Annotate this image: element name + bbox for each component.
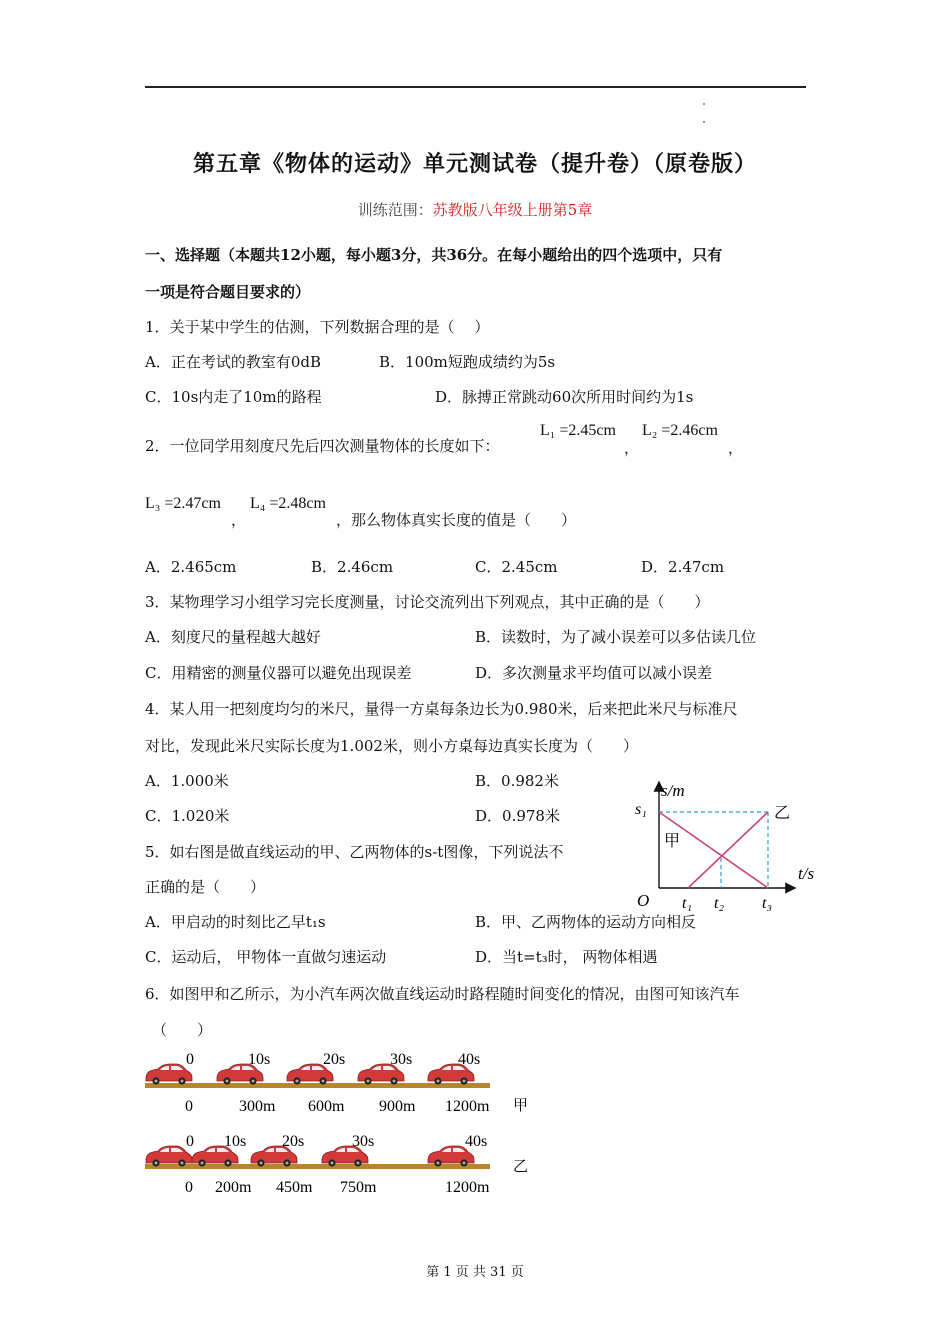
q3-option-c: C．用精密的测量仪器可以避免出现误差	[145, 664, 412, 682]
row1-time: 30s	[390, 1051, 413, 1068]
q1-option-b: B．100m短跑成绩约为5s	[379, 353, 556, 371]
label-jia: 甲	[664, 833, 681, 850]
q5-option-c: C．运动后， 甲物体一直做匀速运动	[145, 948, 387, 966]
q4-stem-line2: 对比，发现此米尺实际长度为1.002米，则小方桌每边真实长度为（ ）	[145, 737, 638, 755]
row1-distance: 0	[185, 1098, 193, 1115]
row2-distance: 200m	[215, 1179, 252, 1196]
header-rule	[145, 86, 806, 88]
row1-distance: 300m	[239, 1098, 276, 1115]
training-range	[0, 199, 950, 220]
row2-label: 乙	[513, 1159, 529, 1175]
row2-time: 40s	[465, 1133, 488, 1150]
q1-option-d: D．脉搏正常跳动60次所用时间约为1s	[435, 388, 694, 406]
q6-stem-line1: 6．如图甲和乙所示，为小汽车两次做直线运动时路程随时间变化的情况，由图可知该汽车	[145, 985, 740, 1003]
q2-option-c: C．2.45cm	[475, 558, 558, 576]
line-yi	[688, 812, 768, 888]
y-axis-label: s/m	[661, 781, 685, 800]
q5-stem-line2: 正确的是（ ）	[145, 878, 266, 896]
q5-option-a: A．甲启动的时刻比乙早t₁s	[145, 913, 326, 931]
q3-option-b: B．读数时，为了减小误差可以多估读几位	[475, 628, 757, 646]
row1-distance: 600m	[308, 1098, 345, 1115]
q3-option-d: D．多次测量求平均值可以减小误差	[475, 664, 713, 682]
q2-stem: 2．一位同学用刻度尺先后四次测量物体的长度如下：	[145, 437, 500, 455]
q1-option-c: C．10s内走了10m的路程	[145, 388, 322, 406]
q2-formula-l2: L₂ =2.46cm	[642, 422, 718, 439]
decorative-dot	[703, 103, 705, 105]
decorative-dot	[703, 121, 705, 123]
t2-label: t₂	[714, 895, 725, 912]
x-axis-label: t/s	[798, 864, 815, 883]
q5-stem-line1: 5．如右图是做直线运动的甲、乙两物体的s-t图像，下列说法不	[145, 843, 564, 861]
q1-option-a: A．正在考试的教室有0dB	[145, 353, 322, 371]
row1-time: 10s	[248, 1051, 271, 1068]
q2-comma: ，	[728, 439, 744, 457]
section-heading-line1: 一、选择题（本题共12小题，每小题3分，共36分。在每小题给出的四个选项中，只有	[145, 246, 723, 264]
row1-time: 20s	[323, 1051, 346, 1068]
car-motion-figure	[140, 1044, 540, 1204]
origin-label: O	[637, 891, 650, 910]
row2-time: 10s	[224, 1133, 247, 1150]
t3-label: t₃	[762, 895, 773, 912]
range-value: 苏教版八年级上册第5章	[432, 201, 593, 219]
t1-label: t₁	[682, 895, 693, 912]
q3-option-a: A．刻度尺的量程越大越好	[145, 628, 321, 646]
q2-option-d: D．2.47cm	[641, 558, 725, 576]
row1-distance: 1200m	[445, 1098, 490, 1115]
section-heading-line2: 一项是符合题目要求的）	[145, 283, 311, 301]
page-title: 第五章《物体的运动》单元测试卷（提升卷）（原卷版）	[192, 151, 757, 177]
q2-stem-tail: ，那么物体真实长度的值是（ ）	[336, 511, 577, 529]
page-footer: 第 1 页 共 31 页	[426, 1265, 524, 1280]
label-yi: 乙	[774, 805, 791, 822]
row2-distance: 0	[185, 1179, 193, 1196]
q2-formula-l4: L₄ =2.48cm	[250, 495, 326, 512]
q6-stem-line2: （ ）	[152, 1021, 213, 1039]
line-jia	[659, 812, 768, 888]
st-graph	[630, 776, 826, 918]
q4-option-d: D．0.978米	[475, 807, 560, 825]
row2-distance: 750m	[340, 1179, 377, 1196]
q4-option-b: B．0.982米	[475, 772, 559, 790]
q5-option-b: B．甲、乙两物体的运动方向相反	[475, 913, 697, 931]
q2-option-b: B．2.46cm	[311, 558, 394, 576]
q2-option-a: A．2.465cm	[145, 558, 237, 576]
row1-time: 0	[186, 1051, 194, 1068]
range-label: 训练范围：	[357, 201, 433, 219]
row2-time: 20s	[282, 1133, 305, 1150]
q1-stem: 1．关于某中学生的估测，下列数据合理的是（ ）	[145, 318, 490, 336]
q2-formula-l3: L₃ =2.47cm	[145, 495, 221, 512]
q4-option-a: A．1.000米	[145, 772, 229, 790]
row1-distance: 900m	[379, 1098, 416, 1115]
row1-time: 40s	[458, 1051, 481, 1068]
q5-option-d: D．当t=t₃时， 两物体相遇	[475, 948, 658, 966]
q2-comma: ，	[231, 511, 247, 529]
q2-formula-l1: L₁ =2.45cm	[540, 422, 616, 439]
row2-distance: 1200m	[445, 1179, 490, 1196]
q4-option-c: C．1.020米	[145, 807, 230, 825]
q3-stem: 3．某物理学习小组学习完长度测量，讨论交流列出下列观点，其中正确的是（ ）	[145, 593, 710, 611]
s1-label: s₁	[635, 801, 647, 818]
row2-distance: 450m	[276, 1179, 313, 1196]
row1-label: 甲	[513, 1098, 529, 1114]
row2-time: 30s	[352, 1133, 375, 1150]
q4-stem-line1: 4．某人用一把刻度均匀的米尺，量得一方桌每条边长为0.980米，后来把此米尺与标准尺	[145, 700, 738, 718]
q2-comma: ，	[624, 439, 640, 457]
row2-time: 0	[186, 1133, 194, 1150]
